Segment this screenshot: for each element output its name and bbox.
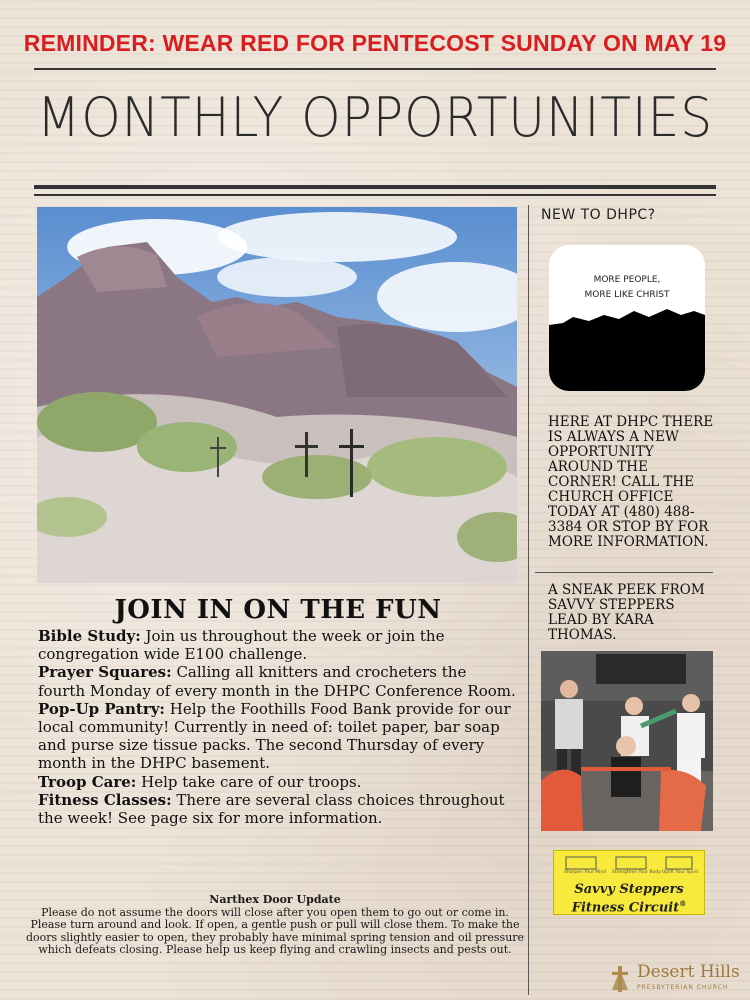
column-divider [528,205,529,995]
logo-line-2: MORE LIKE CHRIST [584,290,670,300]
new-to-dhpc-heading: NEW TO DHPC? [541,207,656,223]
page-title: MONTHLY OPPORTUNITIES [36,86,714,149]
list-item [38,773,518,791]
sneak-peek-text: A SNEAK PEEK FROM SAVVY STEPPERS LEAD BY KARA THOMAS. [548,582,705,643]
item-text: There are several class choices throughout the week! See page six for more information. [38,790,505,828]
dhpc-logo-card [549,245,705,391]
opportunity-list [38,627,518,827]
notice-title: Narthex Door Update [209,893,341,906]
list-item [38,627,518,663]
savvy-steppers-logo [553,850,705,915]
mountain-silhouette-icon [549,245,705,391]
item-label: Pop-Up Pantry: [38,699,165,718]
item-text: Calling all knitters and crocheters the fourth Monday of every month in the DHPC Conference Room. [38,663,516,700]
desert-crosses-photo [37,207,517,583]
sidebar-rule [535,572,713,573]
logo-line-1: MORE PEOPLE, [593,275,661,285]
item-text: Join us throughout the week or join the congregation wide E100 challenge. [38,627,445,664]
item-label: Troop Care: [38,772,137,791]
church-name: Desert Hills [637,962,740,982]
savvy-icons-icon [554,853,704,873]
church-subtitle: PRESBYTERIAN CHURCH [637,984,729,991]
item-label: Fitness Classes: [38,790,172,809]
savvy-tag-spirit: Uplift Your Spirit [662,870,699,875]
sidebar-info-text: HERE AT DHPC THERE IS ALWAYS A NEW OPPORTUNITY AROUND THE CORNER! CALL THE CHURCH OFFICE TODAY AT (480) 488-3384 OR STOP BY FOR MORE INFORMATION. [548,414,714,550]
list-item [38,791,518,827]
item-text: Help the Foothills Food Bank provide for our local community! Currently in need of: toilet paper, bar soap and purse size tissue packs. The second Thursday of every month in the DHPC basement. [38,699,511,773]
savvy-title [554,883,704,915]
savvy-line-1: Savvy Steppers [574,882,684,897]
savvy-line-2-text: Fitness Circuit [571,900,680,916]
list-item [38,663,518,699]
registered-mark-icon: ® [679,899,687,908]
savvy-tag-mind: Sharpen Your Mind [564,870,607,875]
title-rule-thick [34,185,716,189]
list-item [38,700,518,773]
item-label: Prayer Squares: [38,663,172,682]
section-heading: JOIN IN ON THE FUN [114,595,442,625]
savvy-tag-body: Strengthen Your Body [612,870,661,875]
item-label: Bible Study: [38,627,141,645]
top-rule [34,68,716,70]
title-rule-thin [34,194,716,196]
savvy-line-2 [554,897,704,915]
item-text: Help take care of our troops. [136,772,362,791]
notice-body: Please do not assume the doors will close after you open them to go out or come in. Please turn around and look. If open, a gentle push or pull will close them. To make the doors slightly easier to open, they probably have minimal spring tension and oil pressure which defeats closing. Please help us keep flying and crawling insects and pests out. [25,906,525,956]
reminder-banner: REMINDER: WEAR RED FOR PENTECOST SUNDAY ON MAY 19 [23,30,727,56]
savvy-steppers-photo [541,651,713,831]
